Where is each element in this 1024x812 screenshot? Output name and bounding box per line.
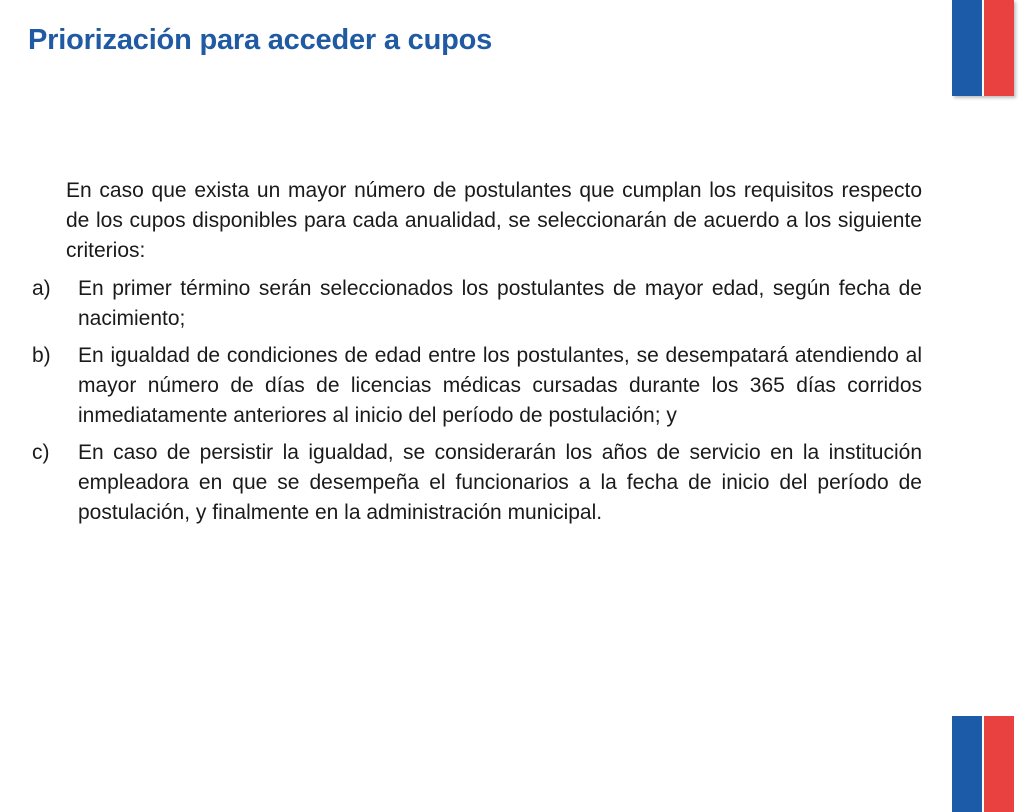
criteria-list xyxy=(32,274,922,528)
flag-red-stripe xyxy=(984,0,1014,96)
flag-red-stripe xyxy=(984,716,1014,812)
flag-blue-stripe xyxy=(952,0,984,96)
criterion-marker: a) xyxy=(32,277,51,300)
criterion-c xyxy=(32,438,922,528)
criterion-marker: b) xyxy=(32,344,51,367)
flag-blue-stripe xyxy=(952,716,984,812)
criterion-text: En caso de persistir la igualdad, se considerarán los años de servicio en la institución empleadora en que se desempeña el funcionarios a la fecha de inicio del período de postulación, y finalmente en la administración municipal. xyxy=(78,441,922,524)
criterion-text: En primer término serán seleccionados los postulantes de mayor edad, según fecha de nacimiento; xyxy=(78,277,922,330)
slide-title: Priorización para acceder a cupos xyxy=(28,24,493,56)
criterion-a xyxy=(32,274,922,334)
flag-stripes-bottom xyxy=(952,716,1014,812)
intro-paragraph: En caso que exista un mayor número de postulantes que cumplan los requisitos respecto de los cupos disponibles para cada anualidad, se seleccionarán de acuerdo a los siguiente criterios: xyxy=(66,179,922,262)
criterion-b xyxy=(32,341,922,431)
criterion-text: En igualdad de condiciones de edad entre los postulantes, se desempatará atendiendo al mayor número de días de licencias médicas cursadas durante los 365 días corridos inmediatamente anteriores al inicio del período de postulación; y xyxy=(78,344,922,427)
slide-body xyxy=(32,176,922,535)
flag-stripes-top xyxy=(952,0,1014,96)
criterion-marker: c) xyxy=(32,441,50,464)
